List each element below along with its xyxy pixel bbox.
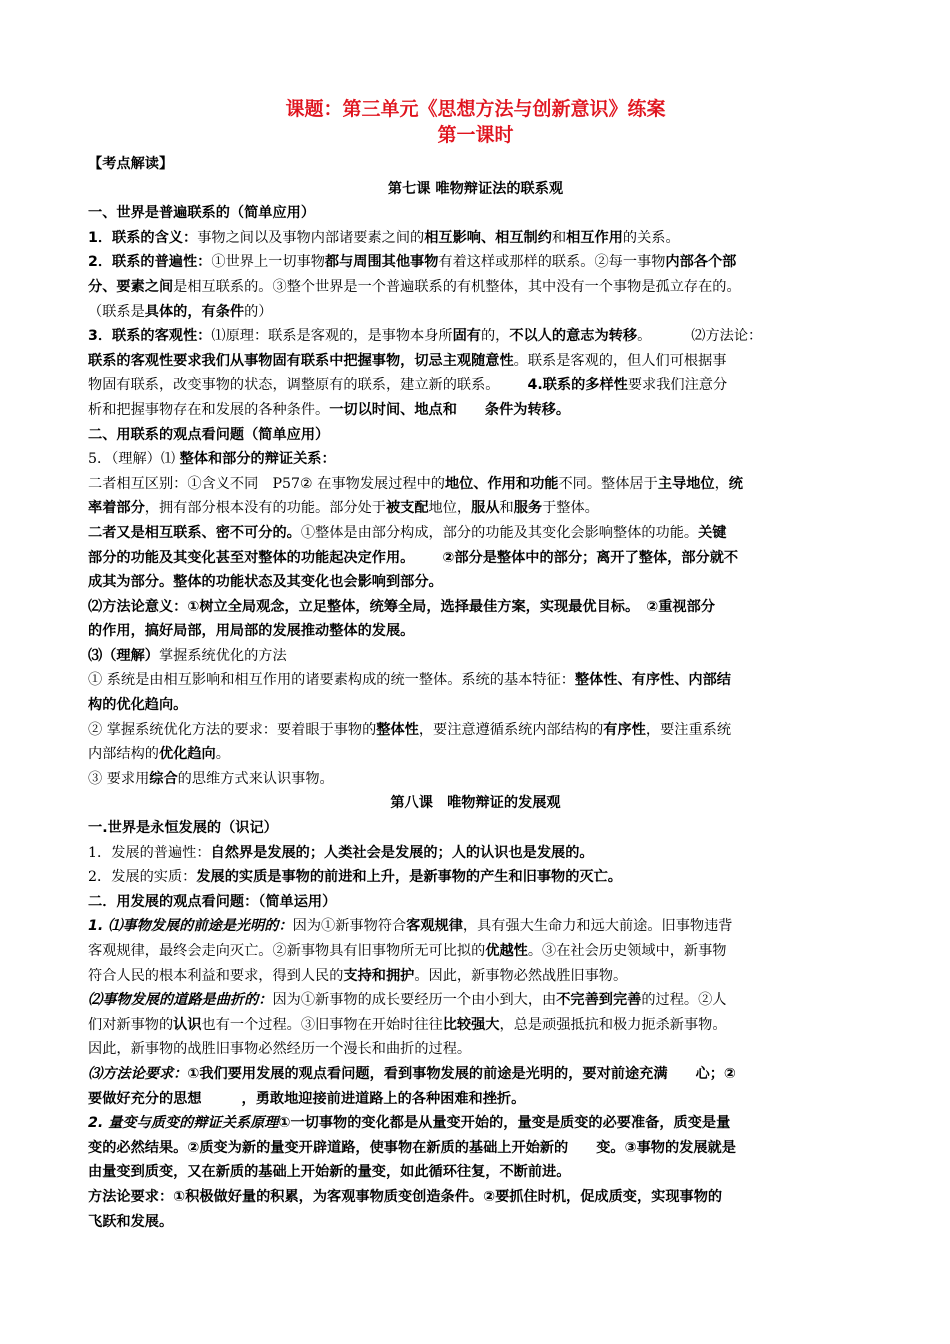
paragraph-line: 二者相互区别：①含义不同 P57② 在事物发展过程中的地位、作用和功能不同。整体居于主导地位，统 <box>88 475 743 492</box>
paragraph-line: 构的优化趋向。 <box>88 697 188 714</box>
paragraph-line: 客观规律，最终会走向灭亡。②新事物具有旧事物所无可比拟的优越性。③在社会历史领域中，新事物 <box>88 943 727 959</box>
paragraph-line: 3．联系的客观性：⑴原理：联系是客观的，是事物本身所固有的，不以人的意志为转移。 ⑵方法论： <box>88 328 763 345</box>
paragraph-line: ① 系统是由相互影响和相互作用的诸要素构成的统一整体。系统的基本特征：整体性、有序性、内部结 <box>88 672 731 689</box>
paragraph-line: 2．联系的普遍性：①世界上一切事物都与周围其他事物有着这样或那样的联系。②每一事物内部各个部 <box>88 254 737 271</box>
paragraph-line: 成其为部分。整体的功能状态及其变化也会影响到部分。 <box>88 574 443 591</box>
paragraph-line: 飞跃和发展。 <box>88 1213 174 1230</box>
paragraph-line: 联系的客观性要求我们从事物固有联系中把握事物，切忌主观随意性。联系是客观的，但人们可根据事 <box>88 352 727 369</box>
paragraph-line: 因此，新事物的战胜旧事物必然经历一个漫长和曲折的过程。 <box>88 1041 472 1058</box>
paragraph-line: 1．发展的普遍性：自然界是发展的；人类社会是发展的；人的认识也是发展的。 <box>88 844 594 861</box>
lesson8-section2: 二．用发展的观点看问题：（简单运用） <box>88 893 337 910</box>
paragraph-line: 内部结构的优化趋向。 <box>88 746 230 763</box>
paragraph-line: 部分的功能及其变化甚至对整体的功能起决定作用。 ②部分是整体中的部分；离开了整体，部分就不 <box>88 549 739 566</box>
paragraph-line: 分、要素之间是相互联系的。③整个世界是一个普遍联系的有机整体，其中没有一个事物是孤立存在的。 <box>88 278 741 295</box>
paragraph-line: 符合人民的根本利益和要求，得到人民的支持和拥护。因此，新事物必然战胜旧事物。 <box>88 967 628 984</box>
lesson7-heading: 第七课 唯物辩证法的联系观 <box>387 180 564 197</box>
paragraph-line: 由量变到质变，又在新质的基础上开始新的量变，如此循环往复，不断前进。 <box>88 1164 571 1181</box>
paragraph-line: 的作用，搞好局部，用局部的发展推动整体的发展。 <box>88 623 415 640</box>
paragraph-line: （联系是具体的，有条件的） <box>88 303 273 320</box>
paragraph-line: ⑶（理解）掌握系统优化的方法 <box>88 647 287 664</box>
paragraph-line: 率着部分，拥有部分根本没有的功能。部分处于被支配地位，服从和服务于整体。 <box>88 500 599 517</box>
lesson7-section2: 二、用联系的观点看问题（简单应用） <box>88 426 330 443</box>
paragraph-line: 物固有联系，改变事物的状态，调整原有的联系，建立新的联系。 4.联系的多样性要求我们注意分 <box>88 377 728 394</box>
paragraph-line: ⑵方法论意义：①树立全局观念，立足整体，统筹全局，选择最佳方案，实现最优目标。 ②重视部分 <box>88 598 715 615</box>
paragraph-line: 变的必然结果。②质变为新的量变开辟道路，使事物在新质的基础上开始新的 变。③事物的发展就是 <box>88 1139 736 1156</box>
paragraph-line: ② 掌握系统优化方法的要求：要着眼于事物的整体性，要注意遵循系统内部结构的有序性，要注重系统 <box>88 721 732 738</box>
document-title: 课题：第三单元《思想方法与创新意识》练案 <box>285 98 666 120</box>
paragraph-line: ③ 要求用综合的思维方式来认识事物。 <box>88 770 334 787</box>
lesson8-heading: 第八课 唯物辩证的发展观 <box>390 795 561 812</box>
section-label: 【考点解读】 <box>88 156 174 172</box>
paragraph-line: 1．联系的含义：事物之间以及事物内部诸要素之间的相互影响、相互制约和相互作用的关系。 <box>88 229 680 246</box>
paragraph-line: ⑵事物发展的道路是曲折的：因为①新事物的成长要经历一个由小到大，由不完善到完善的过程。②人 <box>88 992 727 1009</box>
paragraph-line: 2. 量变与质变的辩证关系原理①一切事物的变化都是从量变开始的，量变是质变的必要准备，质变是量 <box>88 1115 731 1132</box>
paragraph-line: 们对新事物的认识也有一个过程。③旧事物在开始时往往比较强大，总是顽强抵抗和极力扼杀新事物。 <box>88 1016 727 1033</box>
paragraph-line: ⑶方法论要求：①我们要用发展的观点看问题，看到事物发展的前途是光明的，要对前途充满 心；② <box>88 1065 736 1082</box>
paragraph-line: 2．发展的实质：发展的实质是事物的前进和上升，是新事物的产生和旧事物的灭亡。 <box>88 869 622 886</box>
paragraph-line: 要做好充分的思想 ，勇敢地迎接前进道路上的各种困难和挫折。 <box>88 1090 526 1107</box>
paragraph-line: 5．（理解）⑴ 整体和部分的辩证关系： <box>88 451 336 468</box>
paragraph-line: 方法论要求：①积极做好量的积累，为客观事物质变创造条件。②要抓住时机，促成质变，实现事物的 <box>88 1188 723 1205</box>
paragraph-line: 析和把握事物存在和发展的各种条件。一切以时间、地点和 条件为转移。 <box>88 401 571 418</box>
paragraph-line: 1. ⑴事物发展的前途是光明的：因为①新事物符合客观规律，具有强大生命力和远大前途。旧事物违背 <box>88 918 733 935</box>
document-page <box>88 96 863 1234</box>
document-subtitle: 第一课时 <box>437 124 514 146</box>
paragraph-line: 二者又是相互联系、密不可分的。①整体是由部分构成，部分的功能及其变化会影响整体的功能。关键 <box>88 524 727 541</box>
lesson7-section1: 一、世界是普遍联系的（简单应用） <box>88 205 316 222</box>
lesson8-section1: 一.世界是永恒发展的（识记） <box>88 820 278 837</box>
